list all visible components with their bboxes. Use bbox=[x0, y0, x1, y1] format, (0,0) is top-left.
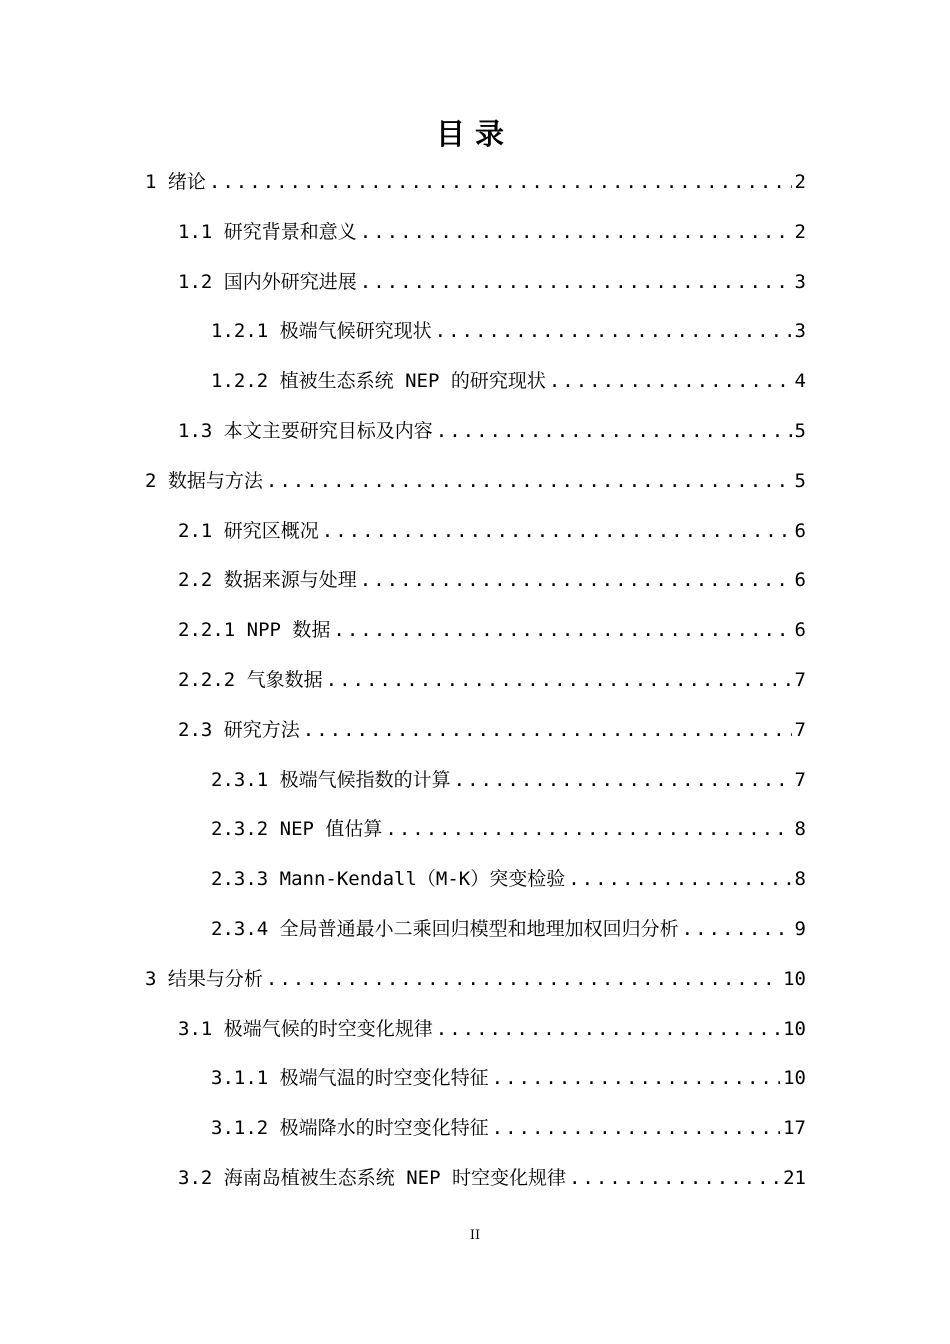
toc-entry-page: 5 bbox=[794, 470, 806, 492]
toc-entry-page: 2 bbox=[794, 171, 806, 193]
toc-entry-label: 3.1.2 极端降水的时空变化特征 bbox=[211, 1117, 489, 1139]
toc-entry-label: 2.2.1 NPP 数据 bbox=[178, 619, 331, 641]
toc-entry-page: 10 bbox=[783, 1018, 806, 1040]
toc-entry-label: 2.3.4 全局普通最小二乘回归模型和地理加权回归分析 bbox=[211, 918, 679, 940]
toc-dot-leader bbox=[303, 705, 792, 755]
toc-dot-leader bbox=[549, 356, 792, 406]
toc-entry-label: 2.2 数据来源与处理 bbox=[178, 569, 357, 591]
toc-entry[interactable] bbox=[211, 804, 806, 854]
toc-entry-label: 2.3.1 极端气候指数的计算 bbox=[211, 769, 451, 791]
toc-dot-leader bbox=[436, 1004, 780, 1054]
toc-entry-page: 10 bbox=[783, 1067, 806, 1089]
page-number: II bbox=[469, 1228, 481, 1243]
toc-entry-label: 3.2 海南岛植被生态系统 NEP 时空变化规律 bbox=[178, 1167, 566, 1189]
toc-dot-leader bbox=[569, 1153, 780, 1203]
toc-dot-leader bbox=[568, 854, 791, 904]
toc-entry[interactable] bbox=[211, 306, 806, 356]
toc-entry-page: 7 bbox=[794, 669, 806, 691]
toc-entry-page: 8 bbox=[794, 868, 806, 890]
toc-dot-leader bbox=[360, 555, 792, 605]
toc-entry-page: 3 bbox=[794, 320, 806, 342]
toc-entry-page: 7 bbox=[794, 719, 806, 741]
toc-dot-leader bbox=[454, 755, 792, 805]
toc-dot-leader bbox=[492, 1103, 780, 1153]
toc-entry-label: 3.1 极端气候的时空变化规律 bbox=[178, 1018, 433, 1040]
toc-entry-label: 2 数据与方法 bbox=[145, 470, 263, 492]
toc-entry-page: 4 bbox=[794, 370, 806, 392]
toc-dot-leader bbox=[682, 904, 792, 954]
toc-entry-label: 1.2 国内外研究进展 bbox=[178, 271, 357, 293]
toc-entry-label: 3.1.1 极端气温的时空变化特征 bbox=[211, 1067, 489, 1089]
toc-entry-label: 1.1 研究背景和意义 bbox=[178, 221, 357, 243]
toc-dot-leader bbox=[266, 954, 780, 1004]
toc-entry-label: 2.3 研究方法 bbox=[178, 719, 300, 741]
toc-entry-label: 2.3.2 NEP 值估算 bbox=[211, 818, 383, 840]
toc-entry-page: 2 bbox=[794, 221, 806, 243]
page-title: 目录 bbox=[435, 117, 514, 151]
toc-dot-leader bbox=[209, 157, 792, 207]
toc-entry[interactable] bbox=[178, 506, 806, 556]
toc-entry[interactable] bbox=[145, 157, 806, 207]
toc-entry-page: 10 bbox=[783, 968, 806, 990]
toc-entry-page: 8 bbox=[794, 818, 806, 840]
toc-entry[interactable] bbox=[211, 1053, 806, 1103]
toc-entry[interactable] bbox=[145, 456, 806, 506]
toc-entry[interactable] bbox=[178, 605, 806, 655]
toc-entry-page: 21 bbox=[783, 1167, 806, 1189]
toc-entry-label: 2.1 研究区概况 bbox=[178, 520, 319, 542]
toc-entry[interactable] bbox=[178, 705, 806, 755]
toc-entry[interactable] bbox=[178, 555, 806, 605]
toc-entry[interactable] bbox=[178, 1004, 806, 1054]
toc-dot-leader bbox=[333, 605, 791, 655]
toc-entry-page: 17 bbox=[783, 1117, 806, 1139]
toc-dot-leader bbox=[266, 456, 792, 506]
toc-entry-page: 9 bbox=[794, 918, 806, 940]
toc-entry[interactable] bbox=[145, 954, 806, 1004]
toc-entry-label: 1.2.1 极端气候研究现状 bbox=[211, 320, 432, 342]
toc-dot-leader bbox=[435, 306, 792, 356]
toc-entry-page: 5 bbox=[794, 420, 806, 442]
toc-entry[interactable] bbox=[178, 257, 806, 307]
toc-dot-leader bbox=[360, 257, 792, 307]
toc-dot-leader bbox=[492, 1053, 780, 1103]
toc-entry-label: 1 绪论 bbox=[145, 171, 206, 193]
toc-entry-page: 6 bbox=[794, 619, 806, 641]
toc-entry[interactable] bbox=[178, 207, 806, 257]
toc-entry[interactable] bbox=[211, 904, 806, 954]
toc-entry-label: 1.2.2 植被生态系统 NEP 的研究现状 bbox=[211, 370, 546, 392]
toc-entry[interactable] bbox=[211, 854, 806, 904]
toc-dot-leader bbox=[385, 804, 791, 854]
toc-dot-leader bbox=[322, 506, 792, 556]
toc-dot-leader bbox=[436, 406, 792, 456]
toc-entry-page: 7 bbox=[794, 769, 806, 791]
toc-dot-leader bbox=[360, 207, 792, 257]
toc-entry[interactable] bbox=[178, 406, 806, 456]
toc-entry[interactable] bbox=[178, 655, 806, 705]
toc-entry[interactable] bbox=[211, 356, 806, 406]
toc-entry-page: 3 bbox=[794, 271, 806, 293]
toc-entry-page: 6 bbox=[794, 520, 806, 542]
toc-entry-page: 6 bbox=[794, 569, 806, 591]
toc-entry[interactable] bbox=[178, 1153, 806, 1203]
toc-entry-label: 3 结果与分析 bbox=[145, 968, 263, 990]
toc-entry-label: 2.3.3 Mann-Kendall（M-K）突变检验 bbox=[211, 868, 566, 890]
toc-entry-label: 2.2.2 气象数据 bbox=[178, 669, 323, 691]
toc-dot-leader bbox=[326, 655, 792, 705]
toc-entry[interactable] bbox=[211, 1103, 806, 1153]
toc-entry[interactable] bbox=[211, 755, 806, 805]
toc-entry-label: 1.3 本文主要研究目标及内容 bbox=[178, 420, 433, 442]
